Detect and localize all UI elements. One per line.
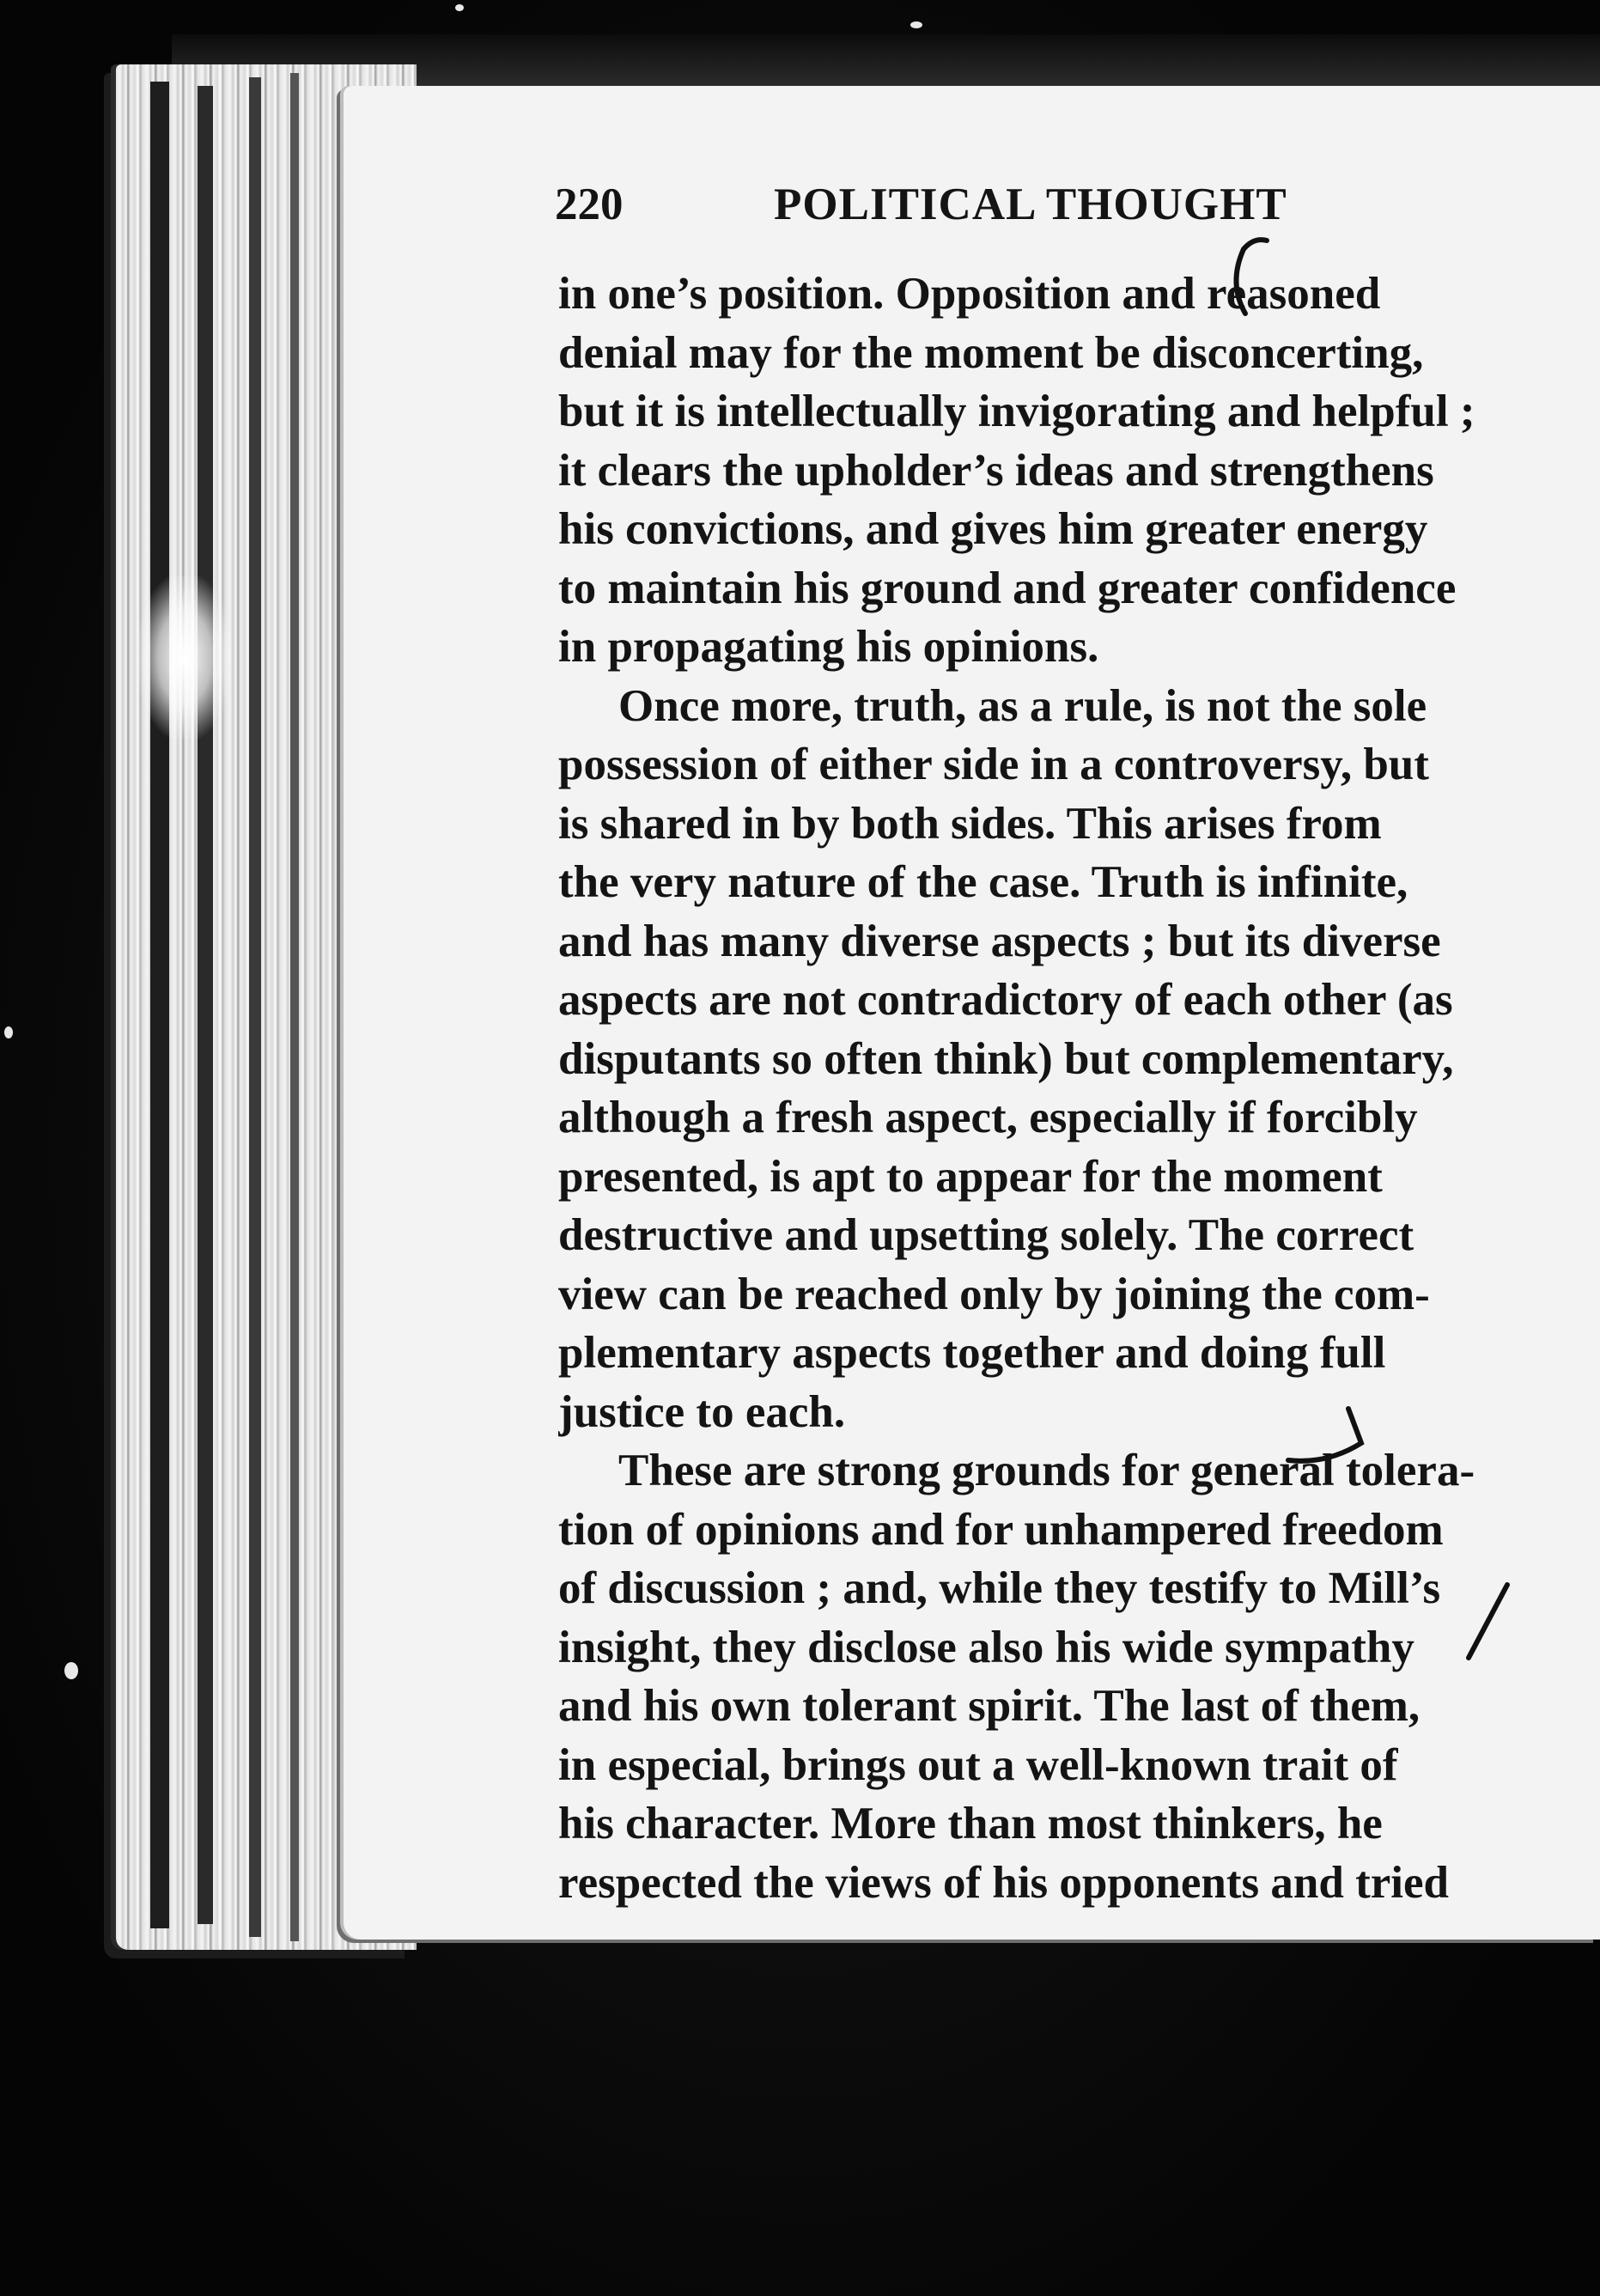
text-line: justice to each. (558, 1386, 846, 1437)
pencil-slash-mark (1460, 1572, 1520, 1666)
page-edge-shadow (290, 73, 299, 1941)
scan-speck (4, 1026, 13, 1038)
text-line: possession of either side in a controversy, but (558, 740, 1429, 789)
text-line: is shared in by both sides. This arises from (558, 798, 1382, 849)
text-line: although a fresh aspect, especially if forcibly (558, 1093, 1418, 1142)
text-line: disputants so often think) but complementary, (558, 1033, 1454, 1084)
book-page (344, 86, 1600, 1940)
text-line: and has many diverse aspects ; but its diverse (558, 916, 1441, 966)
text-line: These are strong grounds for general tolera- (618, 1446, 1475, 1495)
text-line: respected the views of his opponents and tried (558, 1857, 1449, 1908)
pencil-caret-mark (1280, 1392, 1374, 1469)
text-line: his character. More than most thinkers, he (558, 1799, 1383, 1848)
text-line: presented, is apt to appear for the moment (558, 1151, 1383, 1202)
text-line: view can be reached only by joining the com- (558, 1269, 1430, 1319)
text-line: in one’s position. Opposition and reasoned (558, 269, 1381, 319)
text-line: aspects are not contradictory of each other (as (558, 975, 1453, 1025)
running-title: POLITICAL THOUGHT (774, 180, 1287, 229)
text-line: in propagating his opinions. (558, 622, 1099, 672)
scan-speck (64, 1662, 78, 1679)
text-line: it clears the upholder’s ideas and strengthens (558, 445, 1434, 496)
page-edge-shadow (198, 86, 213, 1924)
text-line: and his own tolerant spirit. The last of them, (558, 1681, 1421, 1731)
body-text (558, 265, 1600, 1912)
text-line: plementary aspects together and doing full (558, 1328, 1386, 1378)
running-head (555, 179, 1600, 247)
text-line: Once more, truth, as a rule, is not the sole (618, 680, 1427, 731)
page-edge-shadow (249, 77, 261, 1937)
pencil-bracket-mark (1220, 232, 1280, 318)
text-line: his convictions, and gives him greater energy (558, 504, 1428, 554)
text-line: insight, they disclose also his wide sympathy (558, 1622, 1414, 1672)
page-number: 220 (555, 180, 624, 229)
text-line: to maintain his ground and greater confidence (558, 563, 1457, 613)
text-line: in especial, brings out a well-known trait of (558, 1739, 1398, 1790)
text-line: the very nature of the case. Truth is infinite, (558, 857, 1408, 907)
text-line: denial may for the moment be disconcerting, (558, 327, 1424, 378)
text-line: but it is intellectually invigorating and helpful ; (558, 387, 1475, 436)
text-line: destructive and upsetting solely. The correct (558, 1210, 1414, 1260)
text-line: of discussion ; and, while they testify to Mill’s (558, 1563, 1441, 1613)
scan-speck (455, 4, 464, 11)
page-edge-smudge (137, 576, 232, 739)
scan-speck (910, 21, 922, 28)
page-edge-shadow (150, 82, 169, 1928)
text-line: tion of opinions and for unhampered freedom (558, 1504, 1444, 1555)
